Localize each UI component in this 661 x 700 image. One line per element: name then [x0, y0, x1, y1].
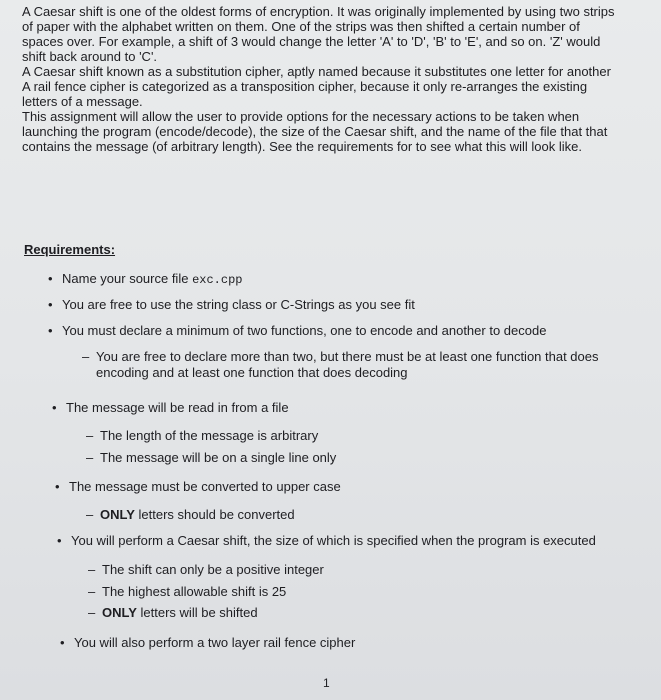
- subrequirement-max-shift: – The highest allowable shift is 25: [102, 584, 286, 600]
- requirement-functions: • You must declare a minimum of two functions, one to encode and another to decode: [62, 323, 546, 339]
- intro-paragraph-rail-fence: A rail fence cipher is categorized as a transposition cipher, because it only re-arranges the existing letters of a message.: [22, 79, 588, 109]
- requirements-heading: Requirements:: [24, 242, 116, 257]
- intro-paragraph-caesar-history: A Caesar shift is one of the oldest forms of encryption. It was originally implemented by using two strips of paper with the alphabet written on them. One of the strips was then shifted a certain number of spaces over. For example, a shift of 3 would change the letter 'A' to 'D', 'B' to 'E', and so on. 'Z' would shift back around to 'C'.: [22, 4, 615, 64]
- subrequirement-only-letters-converted: [100, 507, 295, 523]
- subrequirement-positive-integer: – The shift can only be a positive integer: [102, 562, 324, 578]
- requirement-rail-fence: • You will also perform a two layer rail fence cipher: [74, 635, 355, 651]
- requirement-caesar-shift: • You will perform a Caesar shift, the size of which is specified when the program is executed: [71, 533, 596, 549]
- subrequirement-more-functions: – You are free to declare more than two, but there must be at least one function that does encoding and at least one function that does decoding: [96, 349, 631, 381]
- intro-paragraph-assignment: This assignment will allow the user to provide options for the necessary actions to be taken when launching the program (encode/decode), the size of the Caesar shift, and the name of the file that that contains the message (of arbitrary length). See the requirements for to see what this will look like.: [22, 109, 608, 154]
- subrequirement-only-letters-shifted: [102, 605, 258, 621]
- filename-code: exc.cpp: [192, 273, 243, 287]
- subrequirement-text: letters will be shifted: [136, 605, 258, 620]
- emphasis-only: ONLY: [102, 605, 137, 620]
- subrequirement-single-line: – The message will be on a single line only: [100, 450, 336, 466]
- requirement-strings: • You are free to use the string class or C-Strings as you see fit: [62, 297, 415, 313]
- intro-section: [22, 4, 622, 154]
- requirement-text: Name your source file: [62, 271, 193, 286]
- emphasis-only: ONLY: [100, 507, 135, 522]
- requirement-source-file: [62, 271, 242, 288]
- requirement-read-file: • The message will be read in from a file: [66, 400, 289, 416]
- subrequirement-arbitrary-length: – The length of the message is arbitrary: [100, 428, 318, 444]
- subrequirement-text: letters should be converted: [134, 507, 295, 522]
- intro-paragraph-substitution: A Caesar shift known as a substitution cipher, aptly named because it substitutes one letter for another: [22, 64, 611, 79]
- page-number: 1: [323, 676, 330, 690]
- requirement-uppercase: • The message must be converted to upper case: [69, 479, 341, 495]
